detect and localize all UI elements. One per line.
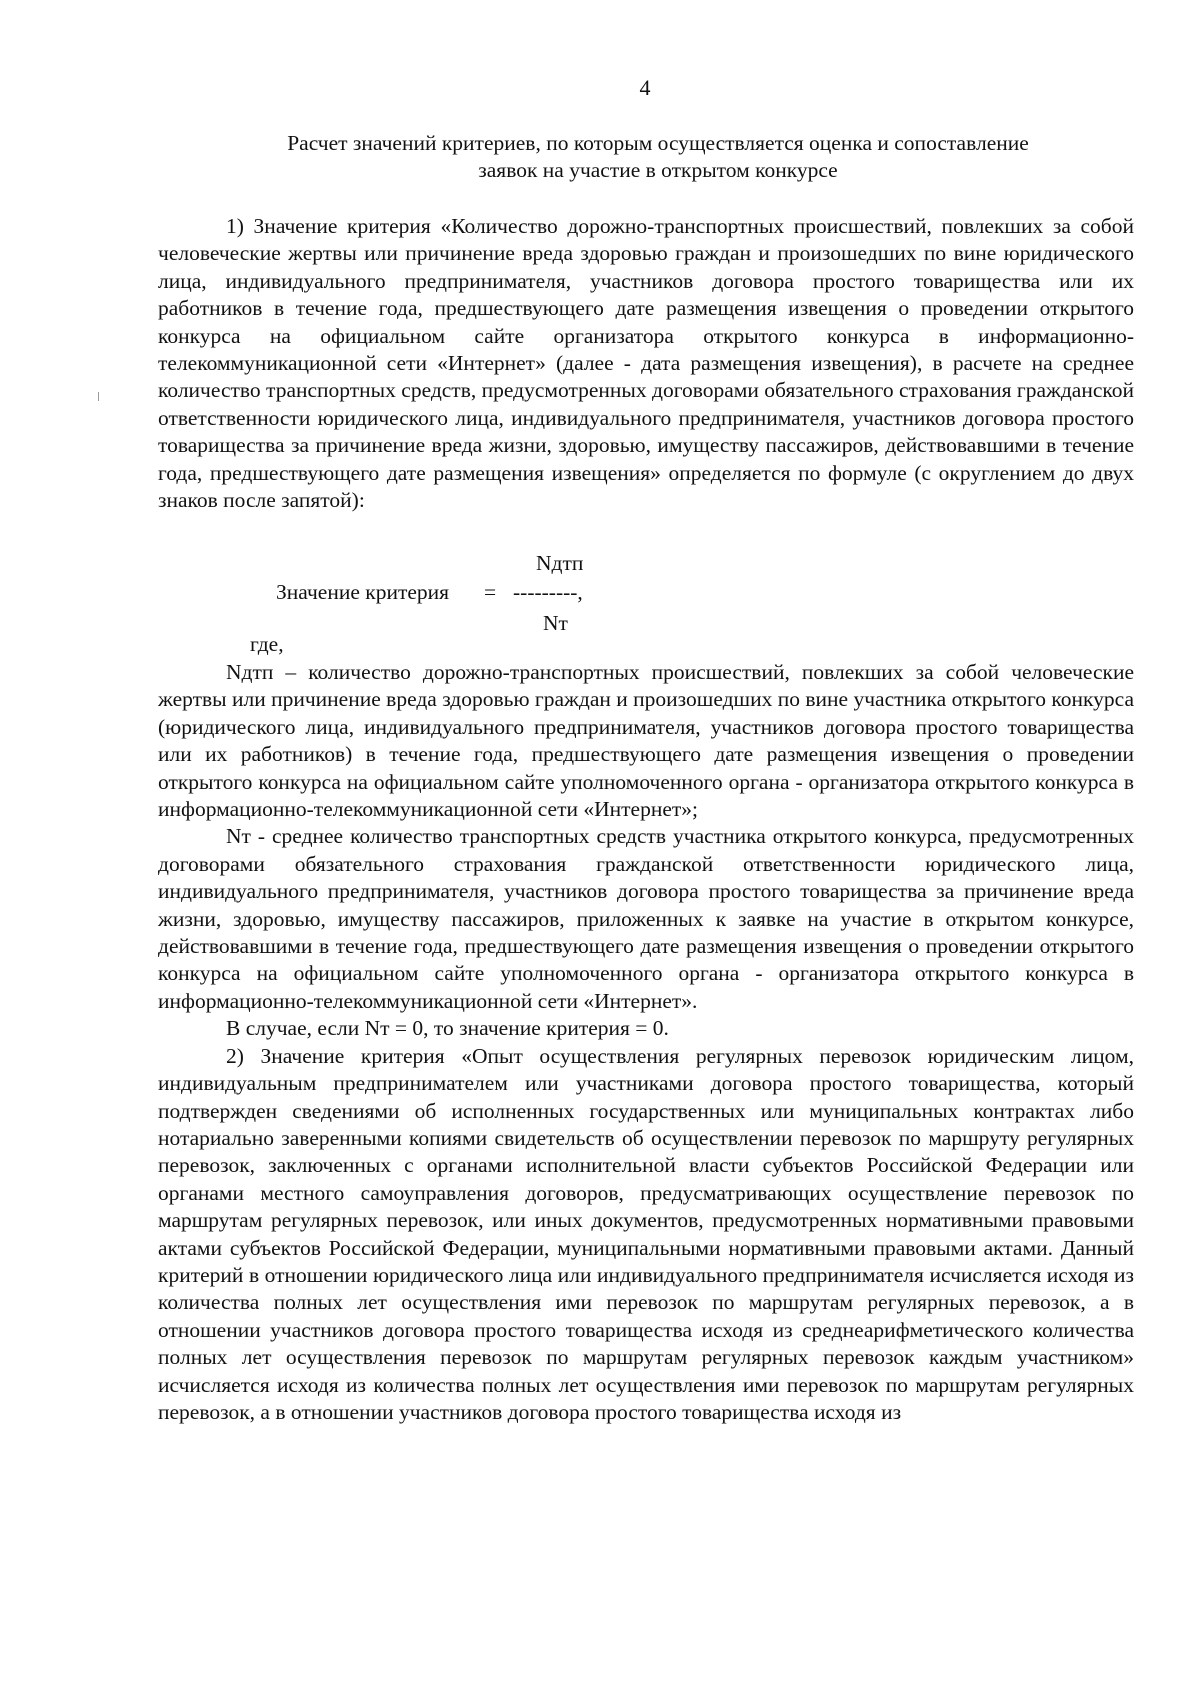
section-title: [158, 130, 1158, 184]
definition-nt: Nт - среднее количество транспортных средств участника открытого конкурса, предусмотренных договорами обязательного страхования гражданской ответственности юридического лица, индивидуального предпринимателя, участников договора простого товарищества за причинение вреда жизни, здоровью, имуществу пассажиров, приложенных к заявке на участие в открытом конкурсе, действовавшими в течение года, предшествующего дате размещения извещения о проведении открытого конкурса на официальном сайте уполномоченного органа - организатора открытого конкурса в информационно-телекоммуникационной сети «Интернет».: [158, 824, 1134, 1013]
criterion-1-section: [158, 213, 1134, 514]
formula-block: [158, 551, 858, 641]
definition-ndtp: Nдтп – количество дорожно-транспортных происшествий, повлекших за собой человеческие жертвы или причинение вреда здоровью граждан и произошедших по вине участника открытого конкурса (юридического лица, индивидуального предпринимателя, участников договора простого товарищества или их работников) в течение года, предшествующего дате размещения извещения о проведении открытого конкурса на официальном сайте уполномоченного органа - организатора открытого конкурса в информационно-телекоммуникационной сети «Интернет»;: [158, 660, 1134, 822]
formula-numerator: Nдтп: [536, 551, 584, 575]
title-line-1: Расчет значений критериев, по которым осуществляется оценка и сопоставление: [287, 131, 1029, 155]
formula-label: Значение критерия: [276, 580, 450, 604]
where-label: где,: [250, 632, 284, 656]
title-line-2: заявок на участие в открытом конкурсе: [478, 158, 838, 182]
page-number: 4: [639, 75, 651, 100]
criterion-2-paragraph: 2) Значение критерия «Опыт осуществления регулярных перевозок юридическим лицом, индивидуальным предпринимателем или участниками договора простого товарищества, который подтвержден сведениями об исполненных государственных или муниципальных контрактах либо нотариально заверенными копиями свидетельств об осуществлении перевозок по маршруту регулярных перевозок, заключенных с органами исполнительной власти субъектов Российской Федерации или органами местного самоуправления договоров, предусматривающих осуществление перевозок по маршрутам регулярных перевозок, или иных документов, предусмотренных нормативными правовыми актами субъектов Российской Федерации, муниципальными нормативными правовыми актами. Данный критерий в отношении юридического лица или индивидуального предпринимателя исчисляется исходя из количества полных лет осуществления ими перевозок по маршрутам регулярных перевозок, а в отношении участников договора простого товарищества исходя из среднеарифметического количества полных лет осуществления перевозок по маршрутам регулярных перевозок каждым участником» исчисляется исходя из количества полных лет осуществления ими перевозок по маршрутам регулярных перевозок, а в отношении участников договора простого товарищества исходя из: [158, 1043, 1134, 1424]
formula-fraction-line: ---------,: [513, 580, 583, 604]
formula-equals: =: [484, 580, 497, 604]
zero-case-note: В случае, если Nт = 0, то значение критерия = 0.: [226, 1016, 669, 1041]
criterion-1-paragraph: 1) Значение критерия «Количество дорожно-транспортных происшествий, повлекших за собой человеческие жертвы или причинение вреда здоровью граждан и произошедших по вине юридического лица, индивидуального предпринимателя, участников договора простого товарищества или их работников в течение года, предшествующего дате размещения извещения о проведении открытого конкурса на официальном сайте организатора открытого конкурса в информационно-телекоммуникационной сети «Интернет» (далее - дата размещения извещения), в расчете на среднее количество транспортных средств, предусмотренных договорами обязательного страхования гражданской ответственности юридического лица, индивидуального предпринимателя, участников договора простого товарищества за причинение вреда жизни, здоровью, имуществу пассажиров, действовавшими в течение года, предшествующего дате размещения извещения» определяется по формуле (с округлением до двух знаков после запятой):: [158, 214, 1134, 513]
scan-artifact-mark: [98, 392, 99, 401]
formula-denominator: Nт: [543, 611, 568, 635]
definitions-section: [158, 659, 1134, 1426]
